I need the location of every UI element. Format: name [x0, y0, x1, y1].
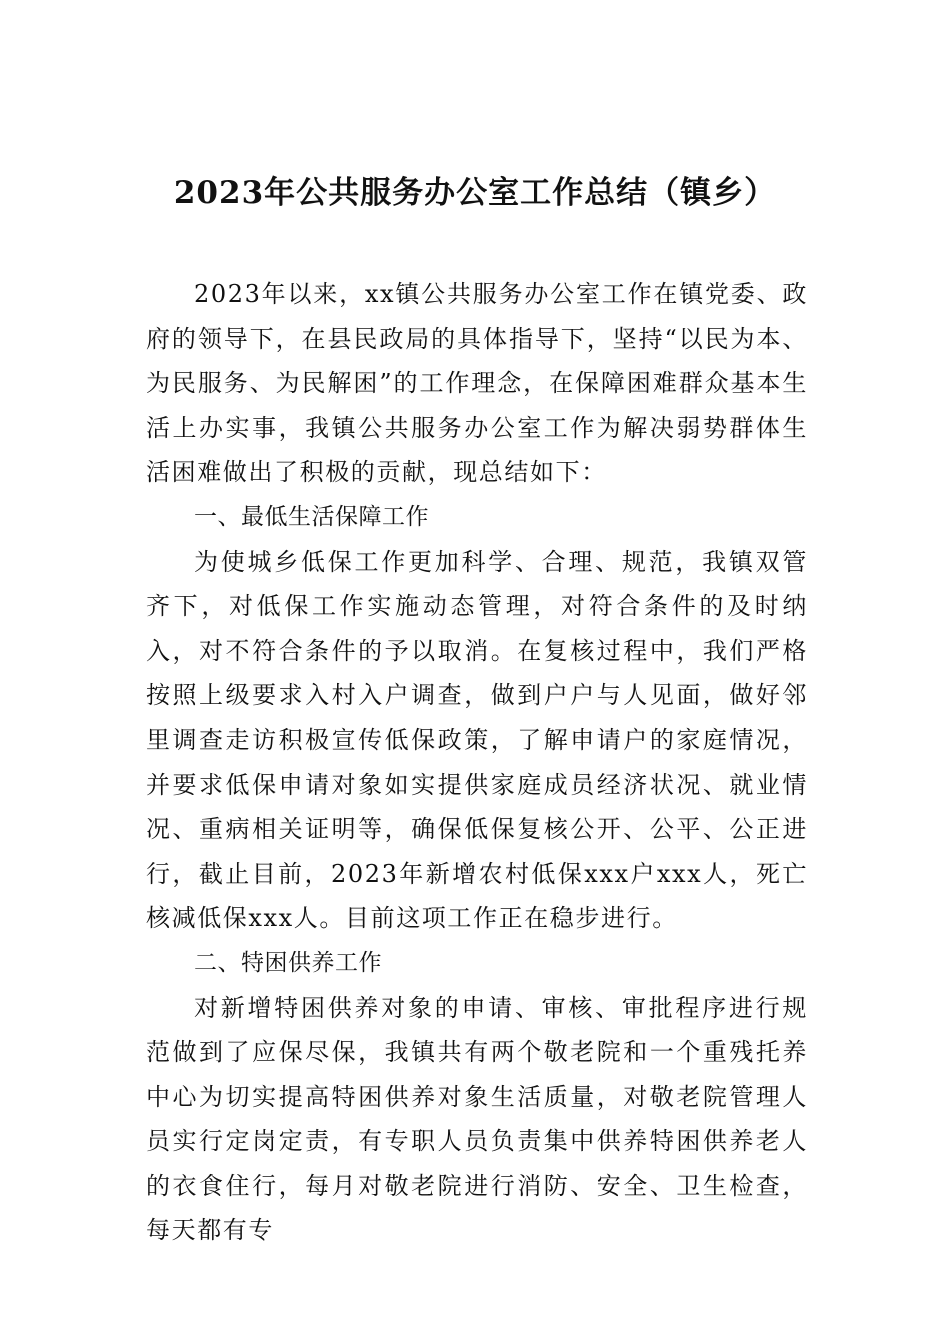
- intro-paragraph: 2023年以来，xx镇公共服务办公室工作在镇党委、政府的领导下，在县民政局的具体指导下，坚持“以民为本、为民服务、为民解困”的工作理念，在保障困难群众基本生活上办实事，我镇公共服务办公室工作为解决弱势群体生活困难做出了积极的贡献，现总结如下：: [146, 280, 808, 487]
- document-body: [146, 272, 808, 1253]
- section-1-paragraph: 为使城乡低保工作更加科学、合理、规范，我镇双管齐下，对低保工作实施动态管理，对符合条件的及时纳入，对不符合条件的予以取消。在复核过程中，我们严格按照上级要求入村入户调查，做到户户与人见面，做好邻里调查走访积极宣传低保政策，了解申请户的家庭情况，并要求低保申请对象如实提供家庭成员经济状况、就业情况、重病相关证明等，确保低保复核公开、公平、公正进行，截止目前，2023年新增农村低保xxx户xxx人，死亡核减低保xxx人。目前这项工作正在稳步进行。: [146, 547, 808, 933]
- section-heading-2: 二、特困供养工作: [194, 949, 382, 976]
- section-2-paragraph: 对新增特困供养对象的申请、审核、审批程序进行规范做到了应保尽保，我镇共有两个敬老院和一个重残托养中心为切实提高特困供养对象生活质量，对敬老院管理人员实行定岗定责，有专职人员负责集中供养特困供养老人的衣食住行，每月对敬老院进行消防、安全、卫生检查，每天都有专: [146, 993, 808, 1245]
- section-heading-1: 一、最低生活保障工作: [194, 503, 429, 530]
- document-title: 2023年公共服务办公室工作总结（镇乡）: [173, 175, 777, 211]
